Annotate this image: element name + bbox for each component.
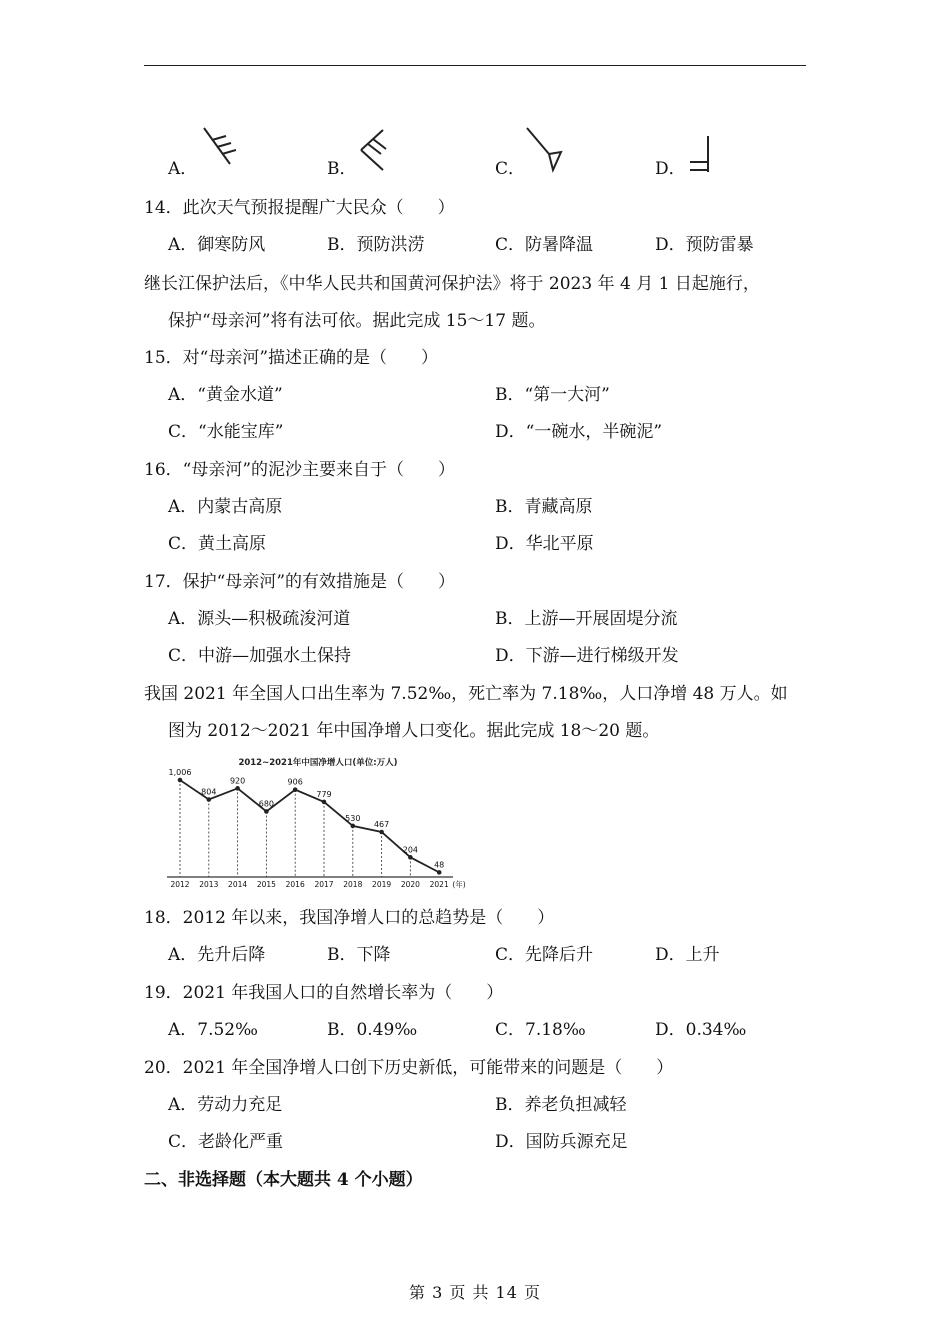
q15-option-a[interactable]: A．“黄金水道” bbox=[168, 385, 283, 405]
intro-18-20-line2: 图为 2012～2021 年中国净增人口变化。据此完成 18～20 题。 bbox=[168, 721, 660, 741]
data-label-2017: 779 bbox=[316, 789, 332, 799]
data-point-2016 bbox=[293, 787, 298, 792]
q15-stem: 15．对“母亲河”描述正确的是（ ） bbox=[144, 348, 439, 368]
q18-option-a[interactable]: A．先升后降 bbox=[168, 945, 266, 965]
data-point-2020 bbox=[408, 855, 413, 860]
q16-option-d[interactable]: D．华北平原 bbox=[495, 534, 594, 554]
data-label-2021: 48 bbox=[434, 860, 445, 870]
q15-option-b[interactable]: B．“第一大河” bbox=[495, 385, 610, 405]
q19-stem: 19．2021 年我国人口的自然增长率为（ ） bbox=[144, 983, 504, 1003]
x-tick-2020: 2020 bbox=[400, 880, 420, 889]
intro-15-17-line1: 继长江保护法后，《中华人民共和国黄河保护法》将于 2023 年 4 月 1 日起施行， bbox=[144, 274, 760, 294]
q19-option-a[interactable]: A．7.52‰ bbox=[168, 1020, 258, 1040]
x-tick-2019: 2019 bbox=[372, 880, 392, 889]
data-label-2016: 906 bbox=[287, 777, 303, 787]
q14-option-a[interactable]: A．御寒防风 bbox=[168, 235, 266, 255]
q14-option-d[interactable]: D．预防雷暴 bbox=[655, 235, 754, 255]
q17-option-c[interactable]: C．中游—加强水土保持 bbox=[168, 646, 352, 666]
data-point-2017 bbox=[322, 800, 327, 805]
q17-option-d[interactable]: D．下游—进行梯级开发 bbox=[495, 646, 679, 666]
page-footer: 第 3 页 共 14 页 bbox=[409, 1283, 541, 1302]
section-2-heading: 二、非选择题（本大题共 4 个小题） bbox=[144, 1170, 423, 1190]
q18-option-c[interactable]: C．先降后升 bbox=[495, 945, 594, 965]
q16-stem: 16．“母亲河”的泥沙主要来自于（ ） bbox=[144, 460, 456, 480]
x-tick-2021: 2021 bbox=[429, 880, 449, 889]
wind-symbol-c-icon bbox=[525, 126, 565, 174]
data-label-2013: 804 bbox=[201, 787, 217, 797]
q15-option-c[interactable]: C．“水能宝库” bbox=[168, 422, 284, 442]
data-point-2021 bbox=[437, 870, 442, 875]
data-point-2018 bbox=[351, 824, 356, 829]
q13-option-d-label[interactable]: D． bbox=[655, 159, 686, 179]
x-tick-2015: 2015 bbox=[256, 880, 276, 889]
data-label-2020: 204 bbox=[402, 845, 419, 855]
x-tick-2012: 2012 bbox=[170, 880, 190, 889]
q20-option-d[interactable]: D．国防兵源充足 bbox=[495, 1132, 628, 1152]
q20-option-c[interactable]: C．老龄化严重 bbox=[168, 1132, 284, 1152]
data-point-2012 bbox=[178, 778, 183, 783]
q17-option-a[interactable]: A．源头—积极疏浚河道 bbox=[168, 609, 351, 629]
q18-stem: 18．2012 年以来，我国净增人口的总趋势是（ ） bbox=[144, 908, 555, 928]
q17-stem: 17．保护“母亲河”的有效措施是（ ） bbox=[144, 572, 456, 592]
q14-option-c[interactable]: C．防暑降温 bbox=[495, 235, 594, 255]
q18-option-b[interactable]: B．下降 bbox=[327, 945, 391, 965]
q14-option-b[interactable]: B．预防洪涝 bbox=[327, 235, 425, 255]
q13-option-a-label[interactable]: A． bbox=[168, 159, 198, 179]
x-unit-label: (年) bbox=[452, 880, 466, 889]
data-point-2015 bbox=[264, 809, 269, 814]
wind-symbol-a-icon bbox=[200, 126, 236, 174]
x-tick-2017: 2017 bbox=[314, 880, 334, 889]
q20-option-a[interactable]: A．劳动力充足 bbox=[168, 1095, 283, 1115]
chart-title: 2012~2021年中国净增人口(单位:万人) bbox=[238, 758, 398, 768]
q20-option-b[interactable]: B．养老负担减轻 bbox=[495, 1095, 627, 1115]
data-point-2014 bbox=[235, 786, 240, 791]
q16-option-b[interactable]: B．青藏高原 bbox=[495, 497, 593, 517]
q13-option-c-label[interactable]: C． bbox=[495, 159, 526, 179]
q15-option-d[interactable]: D．“一碗水，半碗泥” bbox=[495, 422, 663, 442]
wind-symbol-d-icon bbox=[688, 134, 712, 174]
series-line bbox=[180, 777, 439, 872]
q20-stem: 20．2021 年全国净增人口创下历史新低，可能带来的问题是（ ） bbox=[144, 1058, 674, 1078]
data-label-2012: 1,006 bbox=[168, 768, 192, 778]
q19-option-d[interactable]: D．0.34‰ bbox=[655, 1020, 747, 1040]
intro-15-17-line2: 保护“母亲河”将有法可依。据此完成 15～17 题。 bbox=[168, 311, 546, 331]
q19-option-b[interactable]: B．0.49‰ bbox=[327, 1020, 418, 1040]
intro-18-20-line1: 我国 2021 年全国人口出生率为 7.52‰，死亡率为 7.18‰，人口净增 48 万人。如 bbox=[144, 684, 788, 704]
x-tick-2014: 2014 bbox=[228, 880, 248, 889]
data-point-2019 bbox=[379, 830, 384, 835]
data-label-2014: 920 bbox=[229, 776, 246, 786]
net-population-chart bbox=[163, 755, 473, 895]
q17-option-b[interactable]: B．上游—开展固堤分流 bbox=[495, 609, 678, 629]
q13-option-b-label[interactable]: B． bbox=[327, 159, 357, 179]
x-tick-2013: 2013 bbox=[199, 880, 219, 889]
x-tick-2016: 2016 bbox=[285, 880, 305, 889]
x-tick-2018: 2018 bbox=[343, 880, 363, 889]
header-rule bbox=[144, 65, 806, 66]
q19-option-c[interactable]: C．7.18‰ bbox=[495, 1020, 586, 1040]
q16-option-c[interactable]: C．黄土高原 bbox=[168, 534, 267, 554]
q18-option-d[interactable]: D．上升 bbox=[655, 945, 720, 965]
data-label-2015: 680 bbox=[258, 799, 275, 809]
data-label-2018: 530 bbox=[345, 813, 361, 823]
q16-option-a[interactable]: A．内蒙古高原 bbox=[168, 497, 283, 517]
data-point-2013 bbox=[207, 797, 212, 802]
wind-symbol-b-icon bbox=[355, 126, 391, 174]
q14-stem: 14．此次天气预报提醒广大民众（ ） bbox=[144, 198, 455, 218]
data-label-2019: 467 bbox=[373, 819, 390, 829]
